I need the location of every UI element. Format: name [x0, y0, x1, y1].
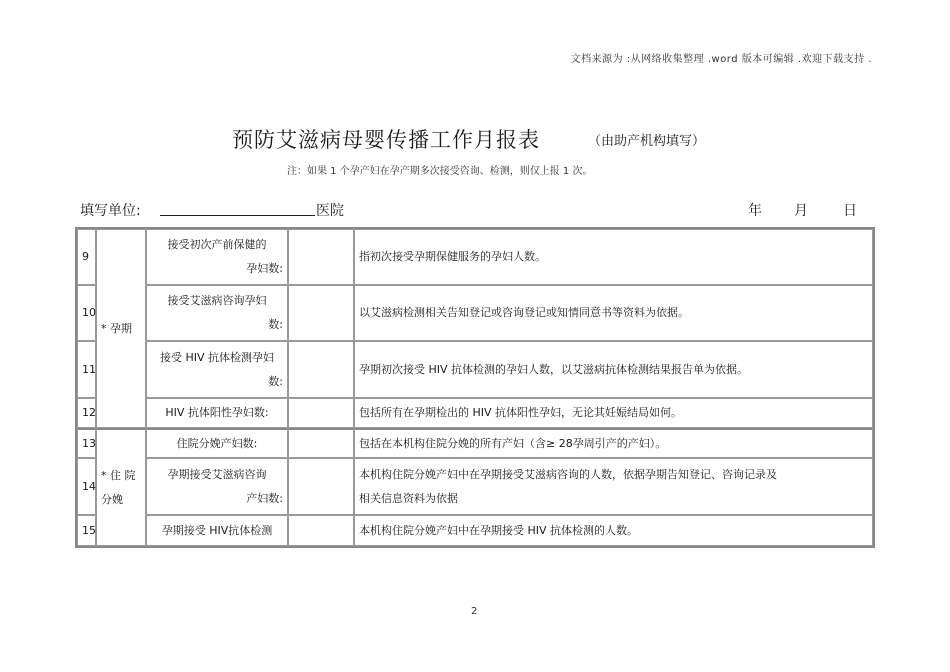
table-row: [77, 285, 873, 341]
indicator-line: 接受 HIV 抗体检测孕妇: [159, 350, 275, 364]
indicator-label: 住院分娩产妇数:: [146, 428, 288, 458]
description-cell: 孕期初次接受 HIV 抗体检测的孕妇人数，以艾滋病抗体检测结果报告单为依据。: [354, 341, 873, 398]
report-table: [75, 227, 875, 548]
value-cell[interactable]: [288, 341, 354, 398]
indicator-line: 接受艾滋病咨询孕妇: [167, 294, 267, 307]
row-number: 9: [77, 229, 96, 285]
indicator-label: [146, 458, 288, 515]
group-label-line: * 住 院: [101, 468, 136, 482]
month-label: 月: [794, 203, 808, 219]
value-cell[interactable]: [288, 229, 354, 285]
description-cell: 包括所有在孕期检出的 HIV 抗体阳性孕妇，无论其妊娠结局如何。: [354, 398, 873, 428]
description-cell: 指初次接受孕期保健服务的孕妇人数。: [354, 229, 873, 285]
page-number: 2: [471, 606, 478, 617]
indicator-line: 数:: [268, 318, 283, 331]
indicator-label: [146, 285, 288, 341]
value-cell[interactable]: [288, 515, 354, 546]
description-cell: 以艾滋病检测相关告知登记或咨询登记或知情同意书等资料为依据。: [354, 285, 873, 341]
description-cell: 本机构住院分娩产妇中在孕期接受 HIV 抗体检测的人数。: [354, 515, 873, 546]
value-cell[interactable]: [288, 428, 354, 458]
indicator-line: 产妇数:: [246, 491, 283, 505]
table-row: [77, 341, 873, 398]
source-note: 文档来源为 :从网络收集整理 .word 版本可编辑 .欢迎下载支持 .: [570, 54, 872, 65]
table-row: [77, 229, 873, 285]
table-row: [77, 515, 873, 546]
indicator-label: [146, 229, 288, 285]
report-note: 注：如果 1 个孕产妇在孕产期多次接受咨询、检测，则仅上报 1 次。: [287, 166, 593, 177]
row-number: 13: [77, 428, 96, 458]
indicator-label: [146, 341, 288, 398]
row-number: 10: [77, 285, 96, 341]
group-label-pregnancy: * 孕期: [96, 229, 146, 428]
description-cell: [354, 458, 873, 515]
indicator-line: 孕期接受艾滋病咨询: [167, 467, 267, 481]
table-row: [77, 398, 873, 428]
description-line: 本机构住院分娩产妇中在孕期接受艾滋病咨询的人数，依据孕期告知登记、咨询记录及: [359, 467, 777, 481]
unit-suffix: 医院: [316, 203, 344, 219]
row-number: 14: [77, 458, 96, 515]
value-cell[interactable]: [288, 458, 354, 515]
value-cell[interactable]: [288, 398, 354, 428]
day-label: 日: [843, 203, 857, 219]
table-row: [77, 428, 873, 458]
description-cell: 包括在本机构住院分娩的所有产妇（含≥ 28孕周引产的产妇）。: [354, 428, 873, 458]
value-cell[interactable]: [288, 285, 354, 341]
table-row: [77, 458, 873, 515]
unit-label: 填写单位:: [80, 203, 141, 219]
page-subtitle: （由助产机构填写）: [588, 134, 706, 149]
row-number: 11: [77, 341, 96, 398]
indicator-label: 孕期接受 HIV抗体检测: [146, 515, 288, 546]
unit-input-line[interactable]: [160, 215, 315, 216]
page-title: 预防艾滋病母婴传播工作月报表: [232, 128, 540, 152]
indicator-line: 数:: [268, 374, 283, 388]
indicator-line: 接受初次产前保健的: [167, 238, 267, 251]
row-number: 15: [77, 515, 96, 546]
year-label: 年: [748, 203, 762, 219]
indicator-line: 孕妇数:: [246, 262, 283, 275]
group-label-line: 分娩: [101, 492, 123, 506]
group-label-delivery: [96, 428, 146, 546]
description-line: 相关信息资料为依据: [359, 491, 458, 505]
indicator-label: HIV 抗体阳性孕妇数:: [146, 398, 288, 428]
row-number: 12: [77, 398, 96, 428]
